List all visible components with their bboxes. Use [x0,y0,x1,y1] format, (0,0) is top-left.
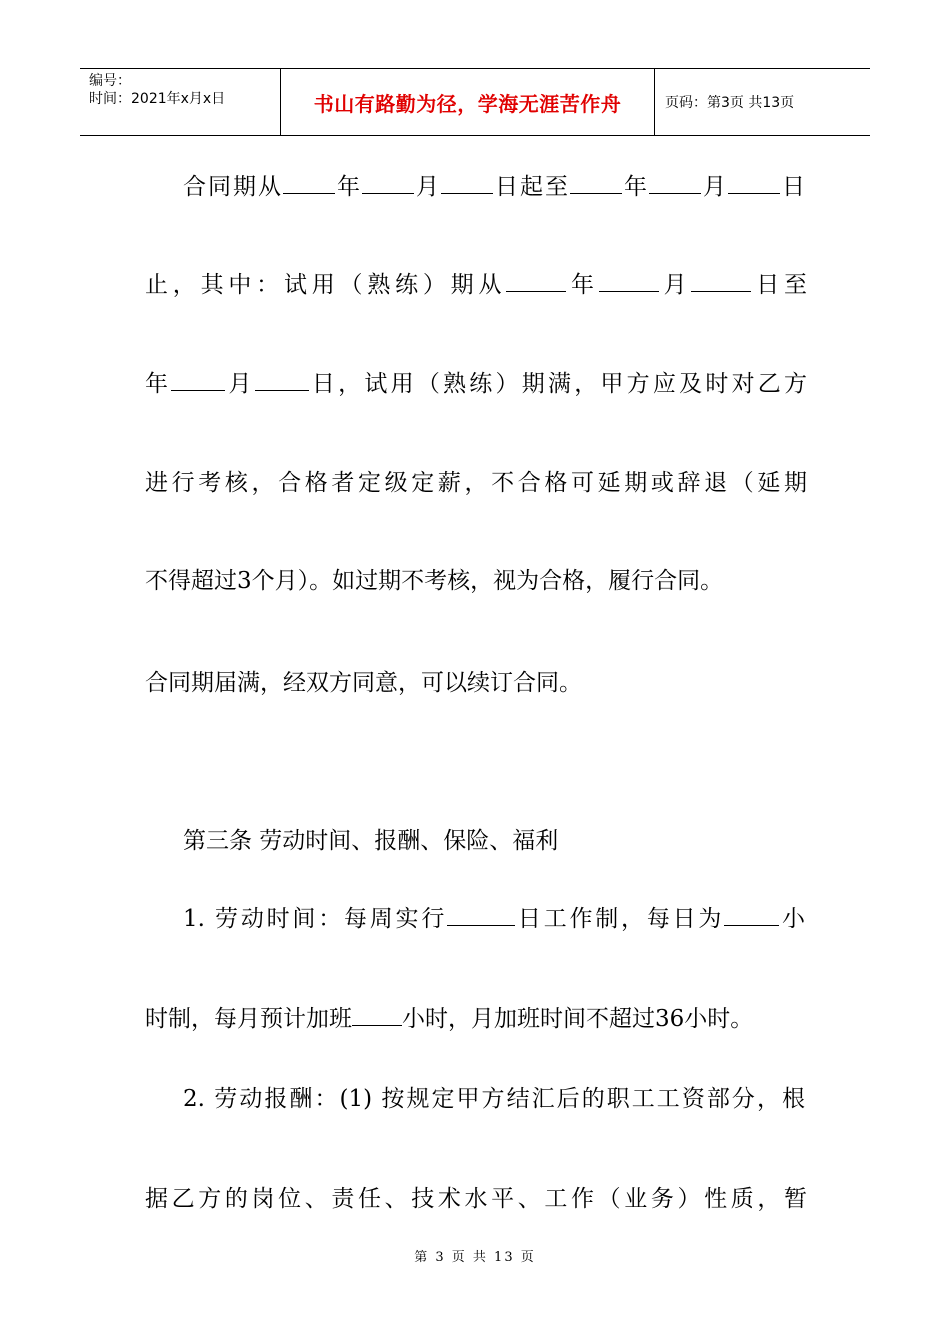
text-segment: 月 [658,272,692,298]
text-segment: 月 [701,174,728,200]
page-footer: 第 3 页 共 13 页 [414,1250,536,1265]
text-segment: 日 [780,174,805,200]
text-segment: 日起至 [493,174,570,200]
text-segment: 年 [335,174,362,200]
blank-field [570,173,622,194]
remuneration-line-1: 2. 劳动报酬：(1) 按规定甲方结汇后的职工工资部分，根 [183,1086,805,1112]
document-number-label: 编号： [89,73,131,89]
remuneration-line-2: 据乙方的岗位、责任、技术水平、工作（业务）性质，暂 [145,1186,807,1212]
blank-field [441,173,493,194]
contract-period-line-2 [145,270,807,300]
blank-field [649,173,701,194]
text-segment: 时制，每月预计加班 [145,1006,352,1032]
text-segment: 年 [622,174,649,200]
header-motto: 书山有路勤为径，学海无涯苦作舟 [281,69,655,135]
header-page-info: 页码：第3页 共13页 [665,95,795,111]
blank-field [506,271,566,292]
working-hours-line-1 [183,904,805,934]
text-segment: 日工作制，每日为 [515,906,725,932]
text-segment: 合同期从 [183,174,283,200]
blank-field [283,173,335,194]
text-segment: 止，其中：试用（熟练）期从 [145,272,507,298]
blank-field [362,173,414,194]
blank-field [599,271,659,292]
blank-field [691,271,751,292]
blank-field [352,1005,402,1026]
header-meta [80,69,281,135]
blank-field [255,370,309,391]
contract-renewal-line: 合同期届满，经双方同意，可以续订合同。 [145,670,582,696]
section-3-title: 第三条 劳动时间、报酬、保险、福利 [183,828,559,854]
contract-period-line-4: 进行考核，合格者定级定薪，不合格可延期或辞退（延期 [145,470,807,496]
text-segment: 月 [414,174,441,200]
blank-field [724,905,779,926]
text-segment: 1. 劳动时间：每周实行 [183,906,448,932]
text-segment: 月 [225,371,255,397]
blank-field [447,905,515,926]
text-segment: 日，试用（熟练）期满，甲方应及时对乙方 [308,371,808,397]
text-segment: 日至 [751,272,808,298]
contract-period-line-1 [183,172,805,202]
document-header [80,68,870,136]
blank-field [171,370,225,391]
text-segment: 小 [779,906,806,932]
text-segment: 年 [145,371,172,397]
document-date: 时间：2021年x月x日 [89,91,226,107]
blank-field [728,173,780,194]
text-segment: 小时，月加班时间不超过36小时。 [402,1006,754,1032]
working-hours-line-2 [145,1004,807,1034]
contract-period-line-5: 不得超过3个月）。如过期不考核，视为合格，履行合同。 [145,568,724,594]
text-segment: 年 [566,272,599,298]
contract-period-line-3 [145,369,807,399]
